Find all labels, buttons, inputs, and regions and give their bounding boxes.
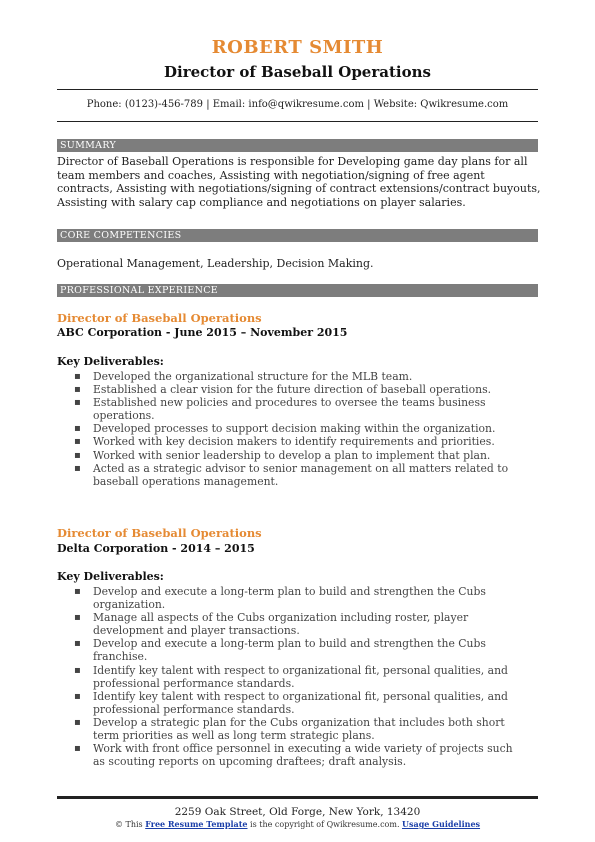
footer-copyright: © This Free Resume Template is the copyright of Qwikresume.com. Usage Guidelines — [114, 819, 481, 829]
list-item: ▪ Manage all aspects of the Cubs organization including roster, player development and player transactions. — [74, 611, 469, 638]
section-heading-summary: SUMMARY — [57, 139, 538, 152]
contact-line: Phone: (0123)-456-789 | Email: info@qwikresume.com | Website: Qwikresume.com — [86, 99, 509, 110]
section-heading-experience: PROFESSIONAL EXPERIENCE — [57, 284, 538, 297]
list-item: ▪ Acted as a strategic advisor to senior management on all matters related to baseball operations management. — [74, 461, 509, 488]
list-item: ▪ Worked with key decision makers to identify requirements and priorities. — [74, 435, 495, 449]
bullet-icon: ▪ — [74, 612, 81, 624]
deliverables-label: Key Deliverables: — [57, 355, 164, 368]
list-item: ▪ Work with front office personnel in executing a wide variety of projects such as scouting reports on upcoming draftees; draft analysis. — [74, 742, 513, 769]
bullet-icon: ▪ — [74, 664, 81, 676]
bullet-icon: ▪ — [74, 371, 81, 382]
bullet-icon: ▪ — [74, 716, 81, 728]
list-item: ▪ Developed the organizational structure for the MLB team. — [74, 370, 413, 383]
usage-guidelines-link[interactable]: Usage Guidelines — [402, 819, 481, 829]
bullet-icon: ▪ — [74, 690, 81, 702]
deliverables-list — [57, 585, 527, 768]
job-role: Director of Baseball Operations — [57, 526, 262, 540]
bullet-icon: ▪ — [74, 743, 81, 755]
list-item: ▪ Established new policies and procedures to oversee the teams business operations. — [74, 396, 486, 423]
candidate-title: Director of Baseball Operations — [164, 63, 431, 81]
list-item: ▪ Develop and execute a long-term plan to build and strengthen the Cubs organization. — [74, 585, 486, 612]
free-resume-template-link[interactable]: Free Resume Template — [145, 819, 248, 829]
list-item: ▪ Developed processes to support decision making within the organization. — [74, 422, 496, 436]
bullet-icon: ▪ — [74, 436, 81, 448]
candidate-name: ROBERT SMITH — [211, 37, 384, 58]
list-item: ▪ Established a clear vision for the future direction of baseball operations. — [74, 383, 492, 397]
summary-text: Director of Baseball Operations is responsible for Developing game day plans for all team members and coaches, Assisting with negotiation/signing of free agent contracts, Assisting with negotiations/signing of contract extensions/contract buyouts, Assisting with salary cap compliance and negotiations on player salaries. — [57, 155, 541, 209]
list-item: ▪ Identify key talent with respect to organizational fit, personal qualities, and professional performance standards. — [74, 689, 508, 716]
list-item: ▪ Develop and execute a long-term plan to build and strengthen the Cubs franchise. — [74, 637, 486, 664]
bullet-icon: ▪ — [74, 423, 81, 435]
bullet-icon: ▪ — [74, 638, 81, 650]
list-item: ▪ Identify key talent with respect to organizational fit, personal qualities, and professional performance standards. — [74, 663, 508, 690]
competencies-text: Operational Management, Leadership, Decision Making. — [57, 257, 374, 270]
bullet-icon: ▪ — [74, 449, 81, 461]
header-divider — [57, 89, 538, 90]
list-item: ▪ Worked with senior leadership to develop a plan to implement that plan. — [74, 448, 491, 462]
bullet-icon: ▪ — [74, 586, 81, 597]
bullet-icon: ▪ — [74, 397, 81, 409]
job-role: Director of Baseball Operations — [57, 311, 262, 325]
deliverables-list — [57, 370, 527, 488]
footer-divider — [57, 796, 538, 799]
bullet-icon: ▪ — [74, 384, 81, 396]
section-heading-competencies: CORE COMPETENCIES — [57, 229, 538, 242]
contact-divider — [57, 121, 538, 122]
bullet-icon: ▪ — [74, 462, 81, 474]
deliverables-label: Key Deliverables: — [57, 570, 164, 583]
job-company: Delta Corporation - 2014 – 2015 — [57, 542, 255, 555]
footer-address: 2259 Oak Street, Old Forge, New York, 13420 — [174, 806, 421, 818]
list-item: ▪ Develop a strategic plan for the Cubs organization that includes both short term priorities as well as long term strategic plans. — [74, 715, 505, 743]
job-company: ABC Corporation - June 2015 – November 2015 — [57, 326, 348, 339]
